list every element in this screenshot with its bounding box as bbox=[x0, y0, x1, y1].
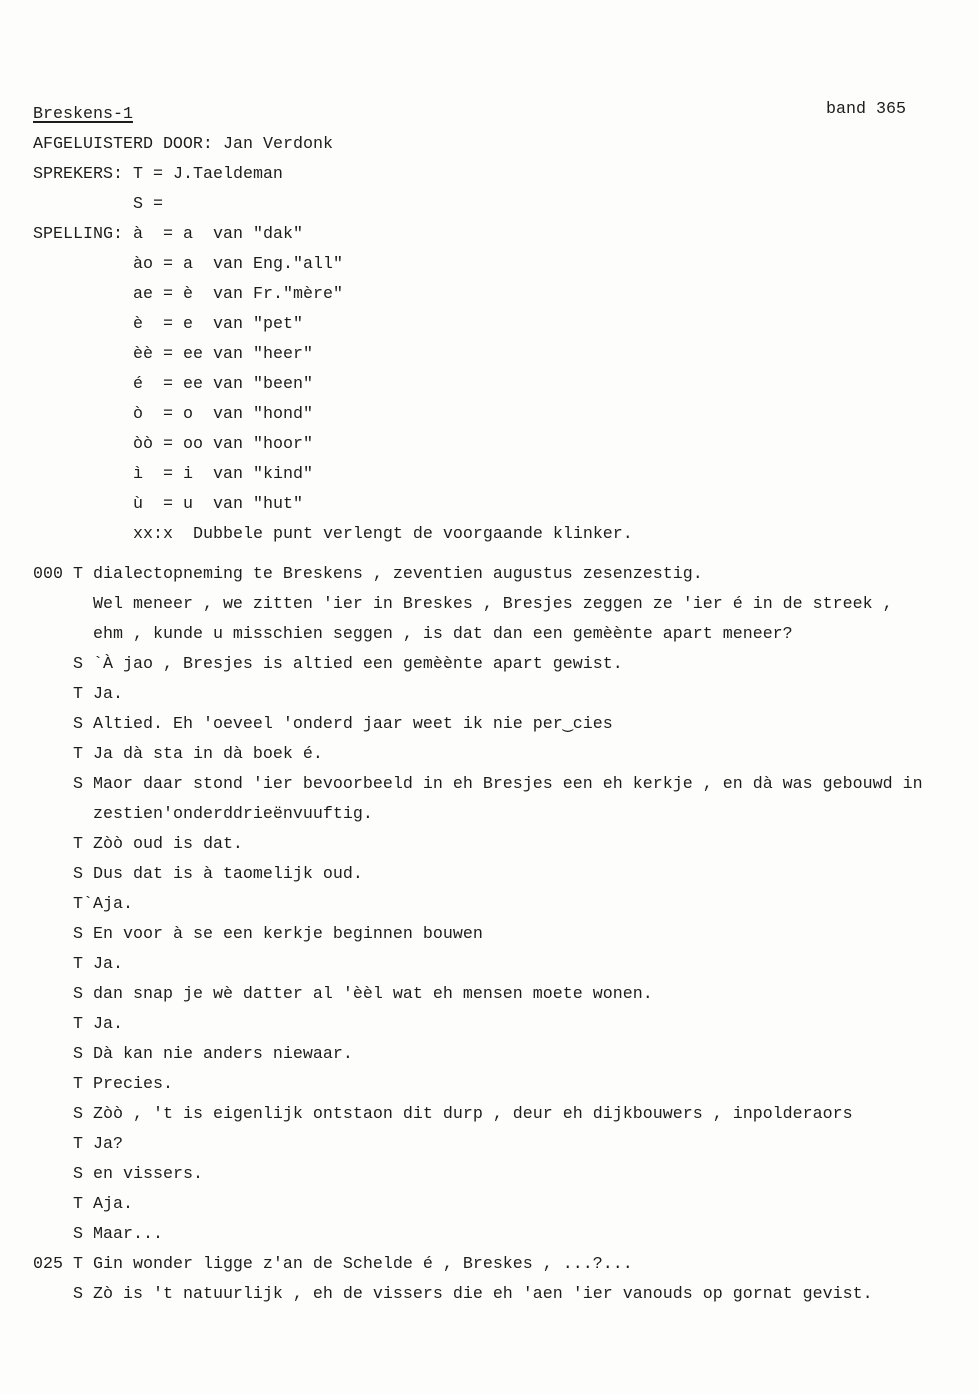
spelling-example: van Fr."mère" bbox=[213, 285, 343, 304]
spelling-row bbox=[33, 310, 933, 340]
spelling-symbol: èè bbox=[133, 345, 153, 364]
spelling-equivalent: = ee bbox=[163, 375, 203, 394]
utterance-text: `À jao , Bresjes is altied een gemèènte apart gewist. bbox=[93, 655, 623, 674]
spelling-equivalent: = i bbox=[163, 465, 193, 484]
spelling-symbol: é bbox=[133, 375, 143, 394]
utterance-text: Precies. bbox=[93, 1075, 173, 1094]
speaker-label: T bbox=[73, 1015, 83, 1034]
spelling-label: SPELLING: bbox=[33, 225, 123, 244]
spelling-equivalent: = e bbox=[163, 315, 193, 334]
spelling-example: van "hoor" bbox=[213, 435, 313, 454]
spelling-symbol: è bbox=[133, 315, 143, 334]
spelling-symbol: òò bbox=[133, 435, 153, 454]
spelling-example: van "dak" bbox=[213, 225, 303, 244]
utterance-text: En voor à se een kerkje beginnen bouwen bbox=[93, 925, 483, 944]
spelling-equivalent: = a bbox=[163, 225, 193, 244]
utterance-text: ehm , kunde u misschien seggen , is dat dan een gemèènte apart meneer? bbox=[93, 625, 793, 644]
transcript-line bbox=[33, 950, 973, 980]
utterance-text: Aja. bbox=[93, 1195, 133, 1214]
transcript-line bbox=[33, 800, 973, 830]
line-number: 000 bbox=[33, 565, 63, 584]
listened-by-label: AFGELUISTERD DOOR: bbox=[33, 135, 213, 154]
speaker-label: S bbox=[73, 775, 83, 794]
utterance-text: dan snap je wè datter al 'èèl wat eh mensen moete wonen. bbox=[93, 985, 653, 1004]
transcript-line bbox=[33, 770, 973, 800]
transcript-line bbox=[33, 1250, 973, 1280]
utterance-text: Ja. bbox=[93, 955, 123, 974]
utterance-text: en vissers. bbox=[93, 1165, 203, 1184]
utterance-text: Maor daar stond 'ier bevoorbeeld in eh Bresjes een eh kerkje , en dà was gebouwd in bbox=[93, 775, 923, 794]
transcript-line bbox=[33, 1070, 973, 1100]
speaker-label: T bbox=[73, 745, 83, 764]
spelling-example: van "heer" bbox=[213, 345, 313, 364]
utterance-text: Zòò , 't is eigenlijk ontstaon dit durp , deur eh dijkbouwers , inpolderaors bbox=[93, 1105, 853, 1124]
spelling-example: van "hond" bbox=[213, 405, 313, 424]
spelling-row bbox=[33, 340, 933, 370]
speakers-row bbox=[33, 160, 933, 190]
transcript-line bbox=[33, 830, 973, 860]
speaker-label: T bbox=[73, 1255, 83, 1274]
speaker-label: S bbox=[73, 1045, 83, 1064]
spelling-example: van Eng."all" bbox=[213, 255, 343, 274]
spelling-example: van "been" bbox=[213, 375, 313, 394]
transcript-line bbox=[33, 710, 973, 740]
spelling-row bbox=[33, 370, 933, 400]
utterance-text: Altied. Eh 'oeveel 'onderd jaar weet ik nie per‿cies bbox=[93, 715, 613, 734]
spelling-symbol: ào bbox=[133, 255, 153, 274]
utterance-text: Dus dat is à taomelijk oud. bbox=[93, 865, 363, 884]
spelling-row bbox=[33, 280, 933, 310]
spelling-row bbox=[33, 490, 933, 520]
utterance-text: Wel meneer , we zitten 'ier in Breskes , Bresjes zeggen ze 'ier é in de streek , bbox=[93, 595, 893, 614]
transcript-line bbox=[33, 860, 973, 890]
transcript-line bbox=[33, 1130, 973, 1160]
speaker-label: T bbox=[73, 835, 83, 854]
transcript-line bbox=[33, 1220, 973, 1250]
speaker-label: T bbox=[73, 1195, 83, 1214]
speaker-label: T bbox=[73, 565, 83, 584]
transcript-line bbox=[33, 1010, 973, 1040]
utterance-text: Gin wonder ligge z'an de Schelde é , Breskes , ...?... bbox=[93, 1255, 633, 1274]
transcript-line bbox=[33, 1100, 973, 1130]
spelling-symbol: ò bbox=[133, 405, 143, 424]
utterance-text: `Aja. bbox=[83, 895, 133, 914]
spelling-note-symbol: xx:x bbox=[133, 525, 173, 544]
speaker-label: S bbox=[73, 1225, 83, 1244]
transcript-line bbox=[33, 980, 973, 1010]
spelling-note-text: Dubbele punt verlengt de voorgaande klinker. bbox=[193, 525, 633, 544]
speaker-label: S bbox=[73, 1105, 83, 1124]
spelling-row bbox=[33, 430, 933, 460]
speaker-label: S bbox=[73, 715, 83, 734]
spelling-equivalent: = ee bbox=[163, 345, 203, 364]
utterance-text: Ja. bbox=[93, 1015, 123, 1034]
speaker-label: S bbox=[73, 1285, 83, 1304]
speaker-label: T bbox=[73, 895, 83, 914]
speaker-entry: T = J.Taeldeman bbox=[133, 165, 283, 184]
utterance-text: Ja. bbox=[93, 685, 123, 704]
transcript-line bbox=[33, 1190, 973, 1220]
transcript-line bbox=[33, 1040, 973, 1070]
tape-number: band 365 bbox=[826, 100, 906, 119]
speaker-label: S bbox=[73, 925, 83, 944]
utterance-text: Ja dà sta in dà boek é. bbox=[93, 745, 323, 764]
spelling-symbol: ae bbox=[133, 285, 153, 304]
transcript-line bbox=[33, 1160, 973, 1190]
transcript-line bbox=[33, 590, 973, 620]
transcript-line bbox=[33, 620, 973, 650]
spelling-row bbox=[33, 460, 933, 490]
speaker-label: T bbox=[73, 685, 83, 704]
speaker-entry: S = bbox=[133, 195, 163, 214]
utterance-text: Ja? bbox=[93, 1135, 123, 1154]
speaker-label: S bbox=[73, 655, 83, 674]
title-row bbox=[33, 100, 933, 130]
spelling-row bbox=[33, 250, 933, 280]
utterance-text: zestien'onderddrieënvuuftig. bbox=[93, 805, 373, 824]
spelling-note-row bbox=[33, 520, 933, 550]
spelling-equivalent: = è bbox=[163, 285, 193, 304]
utterance-text: Zò is 't natuurlijk , eh de vissers die eh 'aen 'ier vanouds op gornat gevist. bbox=[93, 1285, 873, 1304]
transcript-line bbox=[33, 650, 973, 680]
speakers-row bbox=[33, 190, 933, 220]
spelling-example: van "hut" bbox=[213, 495, 303, 514]
speaker-label: S bbox=[73, 985, 83, 1004]
spelling-example: van "pet" bbox=[213, 315, 303, 334]
transcript-line bbox=[33, 920, 973, 950]
spelling-row bbox=[33, 220, 933, 250]
utterance-text: Maar... bbox=[93, 1225, 163, 1244]
line-number: 025 bbox=[33, 1255, 63, 1274]
spelling-equivalent: = oo bbox=[163, 435, 203, 454]
speaker-label: T bbox=[73, 955, 83, 974]
speaker-label: T bbox=[73, 1075, 83, 1094]
spelling-equivalent: = u bbox=[163, 495, 193, 514]
spelling-row bbox=[33, 400, 933, 430]
spelling-equivalent: = a bbox=[163, 255, 193, 274]
speaker-label: T bbox=[73, 1135, 83, 1154]
spelling-symbol: à bbox=[133, 225, 143, 244]
spelling-symbol: ù bbox=[133, 495, 143, 514]
utterance-text: dialectopneming te Breskens , zeventien augustus zesenzestig. bbox=[93, 565, 703, 584]
transcript-line bbox=[33, 560, 973, 590]
transcript-line bbox=[33, 890, 973, 920]
speaker-label: S bbox=[73, 865, 83, 884]
utterance-text: Zòò oud is dat. bbox=[93, 835, 243, 854]
speaker-label: S bbox=[73, 1165, 83, 1184]
transcript-line bbox=[33, 740, 973, 770]
listened-by-value: Jan Verdonk bbox=[223, 135, 333, 154]
spelling-equivalent: = o bbox=[163, 405, 193, 424]
transcript-block bbox=[33, 560, 973, 1310]
speakers-label: SPREKERS: bbox=[33, 165, 123, 184]
spelling-example: van "kind" bbox=[213, 465, 313, 484]
listened-by-row bbox=[33, 130, 933, 160]
transcript-line bbox=[33, 1280, 973, 1310]
transcript-line bbox=[33, 680, 973, 710]
spelling-symbol: ì bbox=[133, 465, 143, 484]
header-block bbox=[33, 100, 933, 550]
utterance-text: Dà kan nie anders niewaar. bbox=[93, 1045, 353, 1064]
recording-title: Breskens-1 bbox=[33, 105, 133, 124]
